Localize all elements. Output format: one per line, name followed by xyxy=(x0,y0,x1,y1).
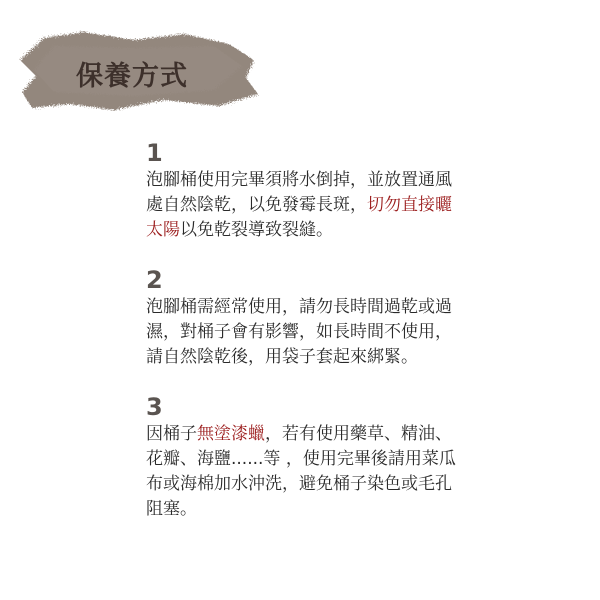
instruction-1 xyxy=(146,138,466,243)
step-text-part: 因桶子 xyxy=(146,424,197,444)
warning-highlight: 無塗漆蠟 xyxy=(197,424,265,444)
warning-highlight: 切勿直接曬太陽 xyxy=(146,195,452,240)
step-number: 1 xyxy=(146,139,163,167)
step-text xyxy=(146,168,466,243)
step-text-part: 泡腳桶需經常使用，請勿長時間過乾或過濕，對桶子會有影響，如長時間不使用，請自然陰乾後，用袋子套起來綁緊。 xyxy=(146,297,452,367)
page-title: 保養方式 xyxy=(76,61,188,92)
step-text-part: ，若有使用藥草、精油、花瓣、海鹽......等 ，使用完畢後請用菜瓜布或海棉加水沖洗，避免桶子染色或毛孔阻塞。 xyxy=(146,424,456,519)
care-instructions xyxy=(146,138,466,544)
step-text-part: 以免乾裂導致裂縫。 xyxy=(180,220,333,240)
step-number: 2 xyxy=(146,266,163,294)
step-text xyxy=(146,422,466,522)
instruction-2 xyxy=(146,265,466,370)
instruction-3 xyxy=(146,392,466,522)
step-text xyxy=(146,295,466,370)
title-banner xyxy=(14,26,264,118)
step-text-part: 泡腳桶使用完畢須將水倒掉，並放置通風處自然陰乾，以免發霉長斑， xyxy=(146,170,452,215)
step-number: 3 xyxy=(146,393,163,421)
